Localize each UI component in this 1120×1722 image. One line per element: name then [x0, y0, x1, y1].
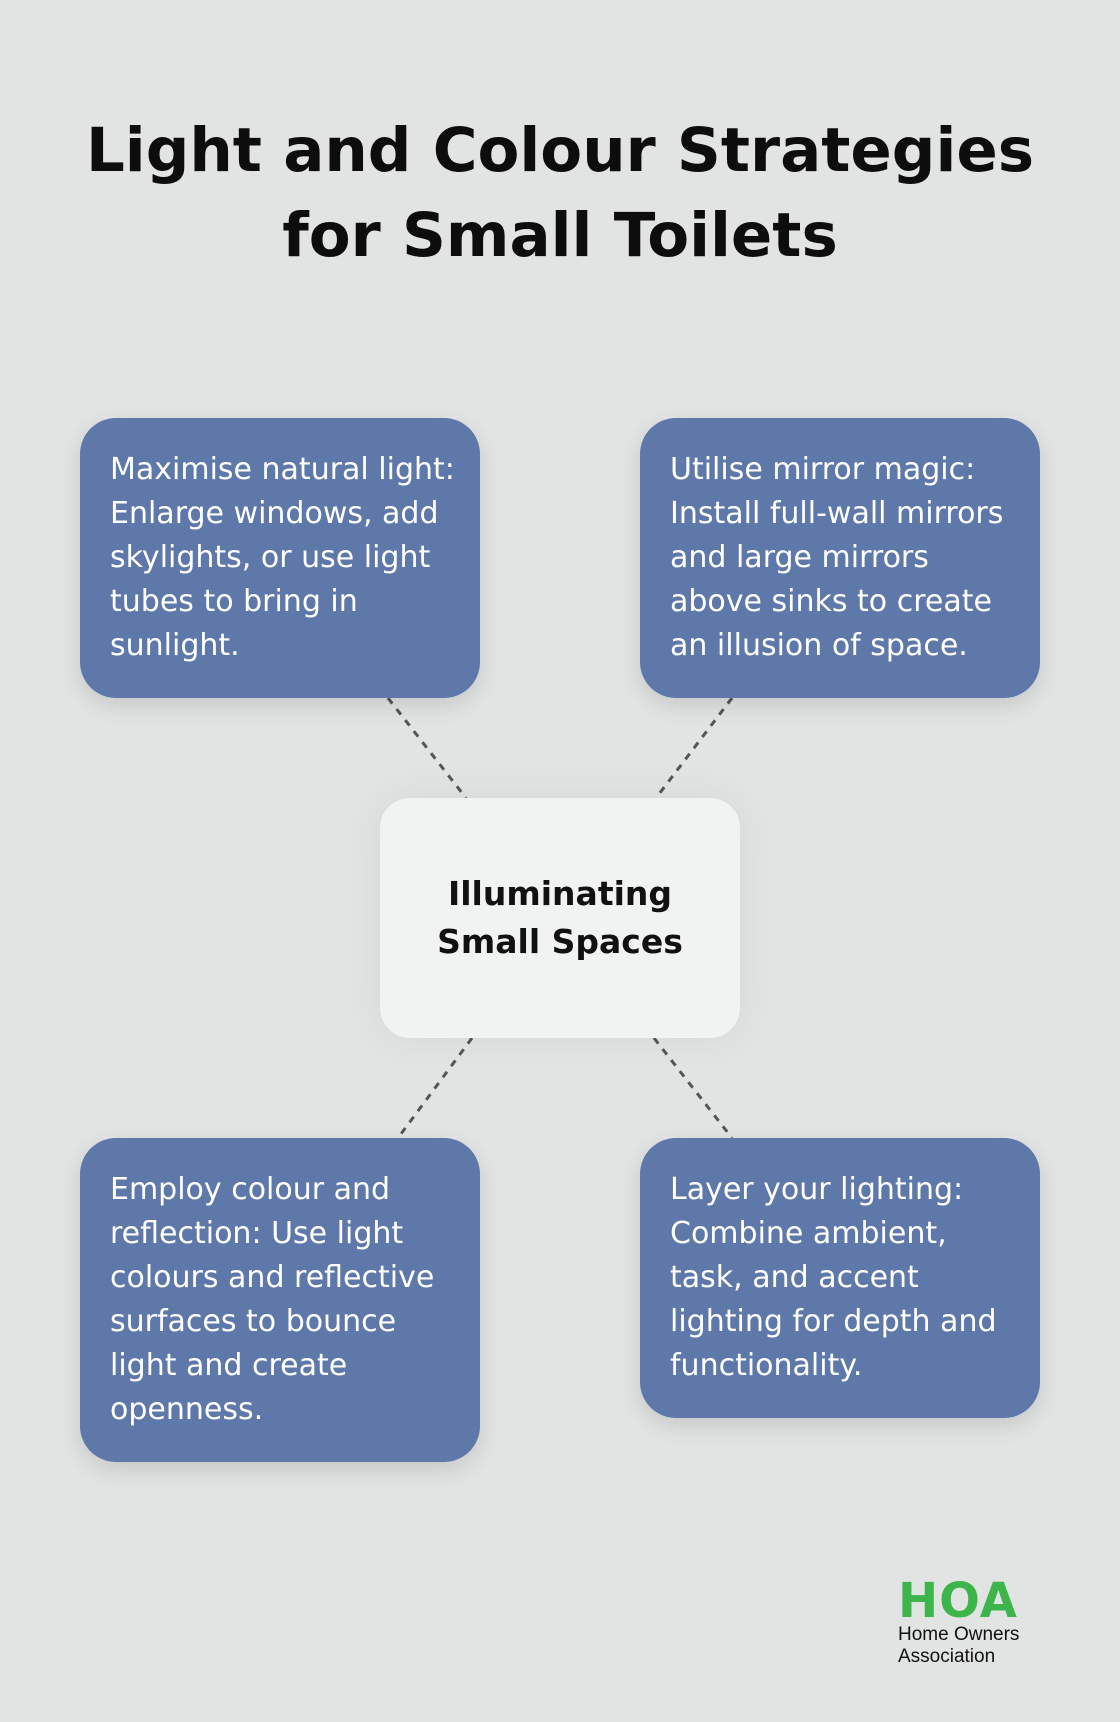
connector-bottom-left — [398, 1038, 472, 1138]
strategy-card-mirror-magic: Utilise mirror magic: Install full-wall mirrors and large mirrors above sinks to create an illusion of space. — [640, 418, 1040, 698]
hoa-logo-line2: Association — [898, 1646, 996, 1667]
strategy-card-layered-lighting: Layer your lighting: Combine ambient, task, and accent lighting for depth and functionality. — [640, 1138, 1040, 1418]
connector-top-left — [388, 698, 466, 798]
hoa-logo — [898, 1573, 1068, 1668]
connector-bottom-right — [654, 1038, 732, 1138]
central-topic — [380, 798, 740, 1038]
page-title: Light and Colour Strategies for Small Toilets — [85, 115, 1035, 271]
hoa-logo-line1: Home Owners — [898, 1624, 1020, 1645]
connector-top-right — [656, 698, 732, 798]
strategy-card-colour-reflection: Employ colour and reflection: Use light colours and reflective surfaces to bounce light and create openness. — [80, 1138, 480, 1462]
central-topic-label: Illuminating Small Spaces — [437, 874, 683, 961]
strategy-card-natural-light: Maximise natural light: Enlarge windows, add skylights, or use light tubes to bring in sunlight. — [80, 418, 480, 698]
hoa-logo-mark: HOA — [898, 1573, 1018, 1629]
